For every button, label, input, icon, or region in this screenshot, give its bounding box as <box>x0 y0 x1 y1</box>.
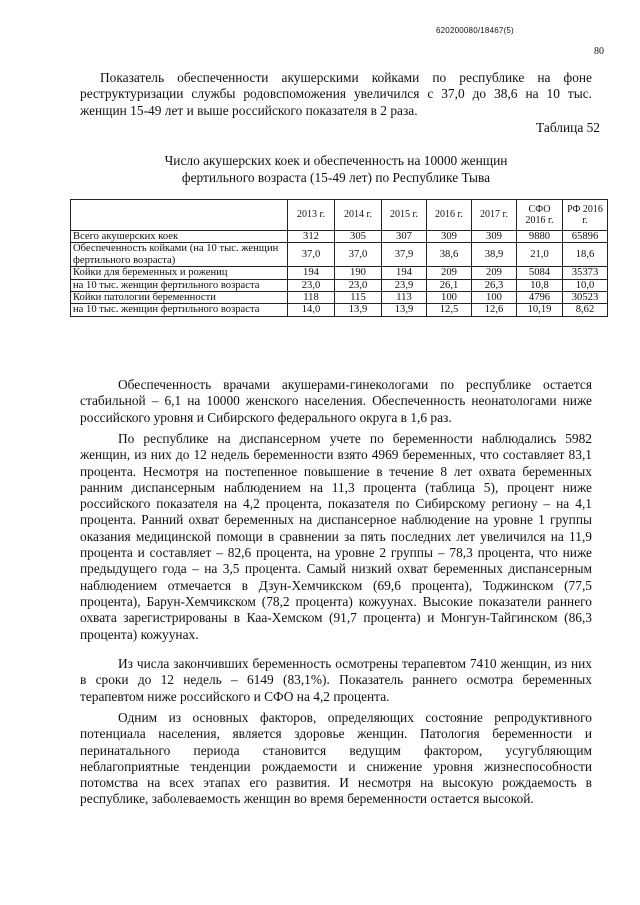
table-cell: 26,1 <box>427 279 472 291</box>
table-cell: 5084 <box>517 267 563 279</box>
table-header-cell: 2013 г. <box>288 200 335 231</box>
page-number: 80 <box>594 46 604 57</box>
table-row <box>71 292 608 304</box>
table-cell: 65896 <box>563 231 608 243</box>
table-cell: 312 <box>288 231 335 243</box>
table-cell: 9880 <box>517 231 563 243</box>
document-id: 620200080/18467(5) <box>436 26 514 35</box>
table-cell: 307 <box>382 231 427 243</box>
paragraph-therapist: Из числа закончивших беременность осмотрены терапевтом 7410 женщин, из них в сроки до 12 недель – 6149 (83,1%). Показатель раннего осмотра беременных терапевтом ниже российского и СФО на 4,2 процента. <box>80 656 592 704</box>
table-cell: 10,8 <box>517 279 563 291</box>
table-cell: 10,0 <box>563 279 608 291</box>
table-header-cell <box>71 200 288 231</box>
table-header-cell: 2016 г. <box>427 200 472 231</box>
paragraph-reproductive-health: Одним из основных факторов, определяющих состояние репродуктивного потенциала населения, является здоровье женщин. Патология беременности и перинатального периода становится ведущим фактором, усугубляющим неблагоприятные тенденции рождаемости и снижение уровня жизнеспособности потомства на всех этапах его развития. И несмотря на высокую рождаемость в республике, заболеваемость женщин во время беременности остается высокой. <box>80 710 592 807</box>
table-cell: 100 <box>472 292 517 304</box>
table-cell: 14,0 <box>288 304 335 316</box>
table-cell: 37,9 <box>382 243 427 267</box>
table-header-cell: 2014 г. <box>335 200 382 231</box>
row-label: Койки для беременных и рожениц <box>71 267 288 279</box>
table-header-cell: СФО 2016 г. <box>517 200 563 231</box>
table-cell: 12,5 <box>427 304 472 316</box>
table-cell: 309 <box>427 231 472 243</box>
table-cell: 194 <box>382 267 427 279</box>
table-row <box>71 231 608 243</box>
table-cell: 10,19 <box>517 304 563 316</box>
table-caption-line-2: фертильного возраста (15-49 лет) по Республике Тыва <box>181 170 491 185</box>
table-header-cell: РФ 2016 г. <box>563 200 608 231</box>
table-cell: 26,3 <box>472 279 517 291</box>
table-cell: 4796 <box>517 292 563 304</box>
table-cell: 115 <box>335 292 382 304</box>
table-row <box>71 304 608 316</box>
table-cell: 23,9 <box>382 279 427 291</box>
paragraph-dispensary: По республике на диспансерном учете по беременности наблюдались 5982 женщин, из них до 12 недель беременности взято 4969 беременных, что составляет 83,1 процента. Несмотря на постепенное повышение в течение 8 лет охвата беременных ранним диспансерным наблюдением на 11,3 процента (таблица 5), процент ниже российского показателя на 4,2 процента, показателя по Сибирскому региону – на 4,1 процента. Ранний охват беременных на диспансерное наблюдение на уровне 1 группы оказания медицинской помощи в сравнении за пять последних лет увеличился на 11,9 процента и составляет – 82,6 процента, на уровне 2 группы – 78,3 процента, что ниже предыдущего года – на 3,5 процента. Самый низкий охват беременных диспансерным наблюдением отмечается в Дзун-Хемчикском (69,6 процента), Тоджинском (77,5 процента), Барун-Хемчикском (78,2 процента) кожуунах. Высокие показатели раннего охвата зарегистрированы в Каа-Хемском (91,7 процента) и Монгун-Тайгинском (86,3 процента) кожуунах. <box>80 431 592 642</box>
table-cell: 13,9 <box>335 304 382 316</box>
table-cell: 38,9 <box>472 243 517 267</box>
table-row <box>71 267 608 279</box>
table-caption-line-1: Число акушерских коек и обеспеченность на 10000 женщин <box>164 153 508 168</box>
intro-paragraph: Показатель обеспеченности акушерскими койками по республике на фоне реструктуризации службы родовспоможения увеличился с 37,0 до 38,6 на 10 тыс. женщин 15-49 лет и выше российского показателя в 2 раза. <box>80 70 592 118</box>
table-cell: 18,6 <box>563 243 608 267</box>
table-cell: 35373 <box>563 267 608 279</box>
table-cell: 37,0 <box>288 243 335 267</box>
table-cell: 38,6 <box>427 243 472 267</box>
table-cell: 209 <box>427 267 472 279</box>
table-cell: 30523 <box>563 292 608 304</box>
table-caption <box>80 152 592 186</box>
table-cell: 12,6 <box>472 304 517 316</box>
table-cell: 23,0 <box>288 279 335 291</box>
row-label: Всего акушерских коек <box>71 231 288 243</box>
beds-table <box>70 199 608 317</box>
table-header-cell: 2017 г. <box>472 200 517 231</box>
table-cell: 209 <box>472 267 517 279</box>
row-label: на 10 тыс. женщин фертильного возраста <box>71 304 288 316</box>
table-header-row <box>71 200 608 231</box>
table-label: Таблица 52 <box>536 120 600 135</box>
table-cell: 37,0 <box>335 243 382 267</box>
table-cell: 8,62 <box>563 304 608 316</box>
table-cell: 21,0 <box>517 243 563 267</box>
row-label: Койки патологии беременности <box>71 292 288 304</box>
table-header-cell: 2015 г. <box>382 200 427 231</box>
table-cell: 23,0 <box>335 279 382 291</box>
table-cell: 309 <box>472 231 517 243</box>
table-cell: 190 <box>335 267 382 279</box>
paragraph-obstetricians: Обеспеченность врачами акушерами-гинекологами по республике остается стабильной – 6,1 на 10000 женского населения. Обеспеченность неонатологами ниже российского уровня и Сибирского федерального округа в 1,6 раз. <box>80 377 592 425</box>
table-cell: 100 <box>427 292 472 304</box>
table-cell: 118 <box>288 292 335 304</box>
row-label: на 10 тыс. женщин фертильного возраста <box>71 279 288 291</box>
table-cell: 13,9 <box>382 304 427 316</box>
table-cell: 305 <box>335 231 382 243</box>
table-row <box>71 243 608 267</box>
table-row <box>71 279 608 291</box>
table-cell: 113 <box>382 292 427 304</box>
row-label: Обеспеченность койками (на 10 тыс. женщин фертильного возраста) <box>71 243 288 267</box>
table-cell: 194 <box>288 267 335 279</box>
